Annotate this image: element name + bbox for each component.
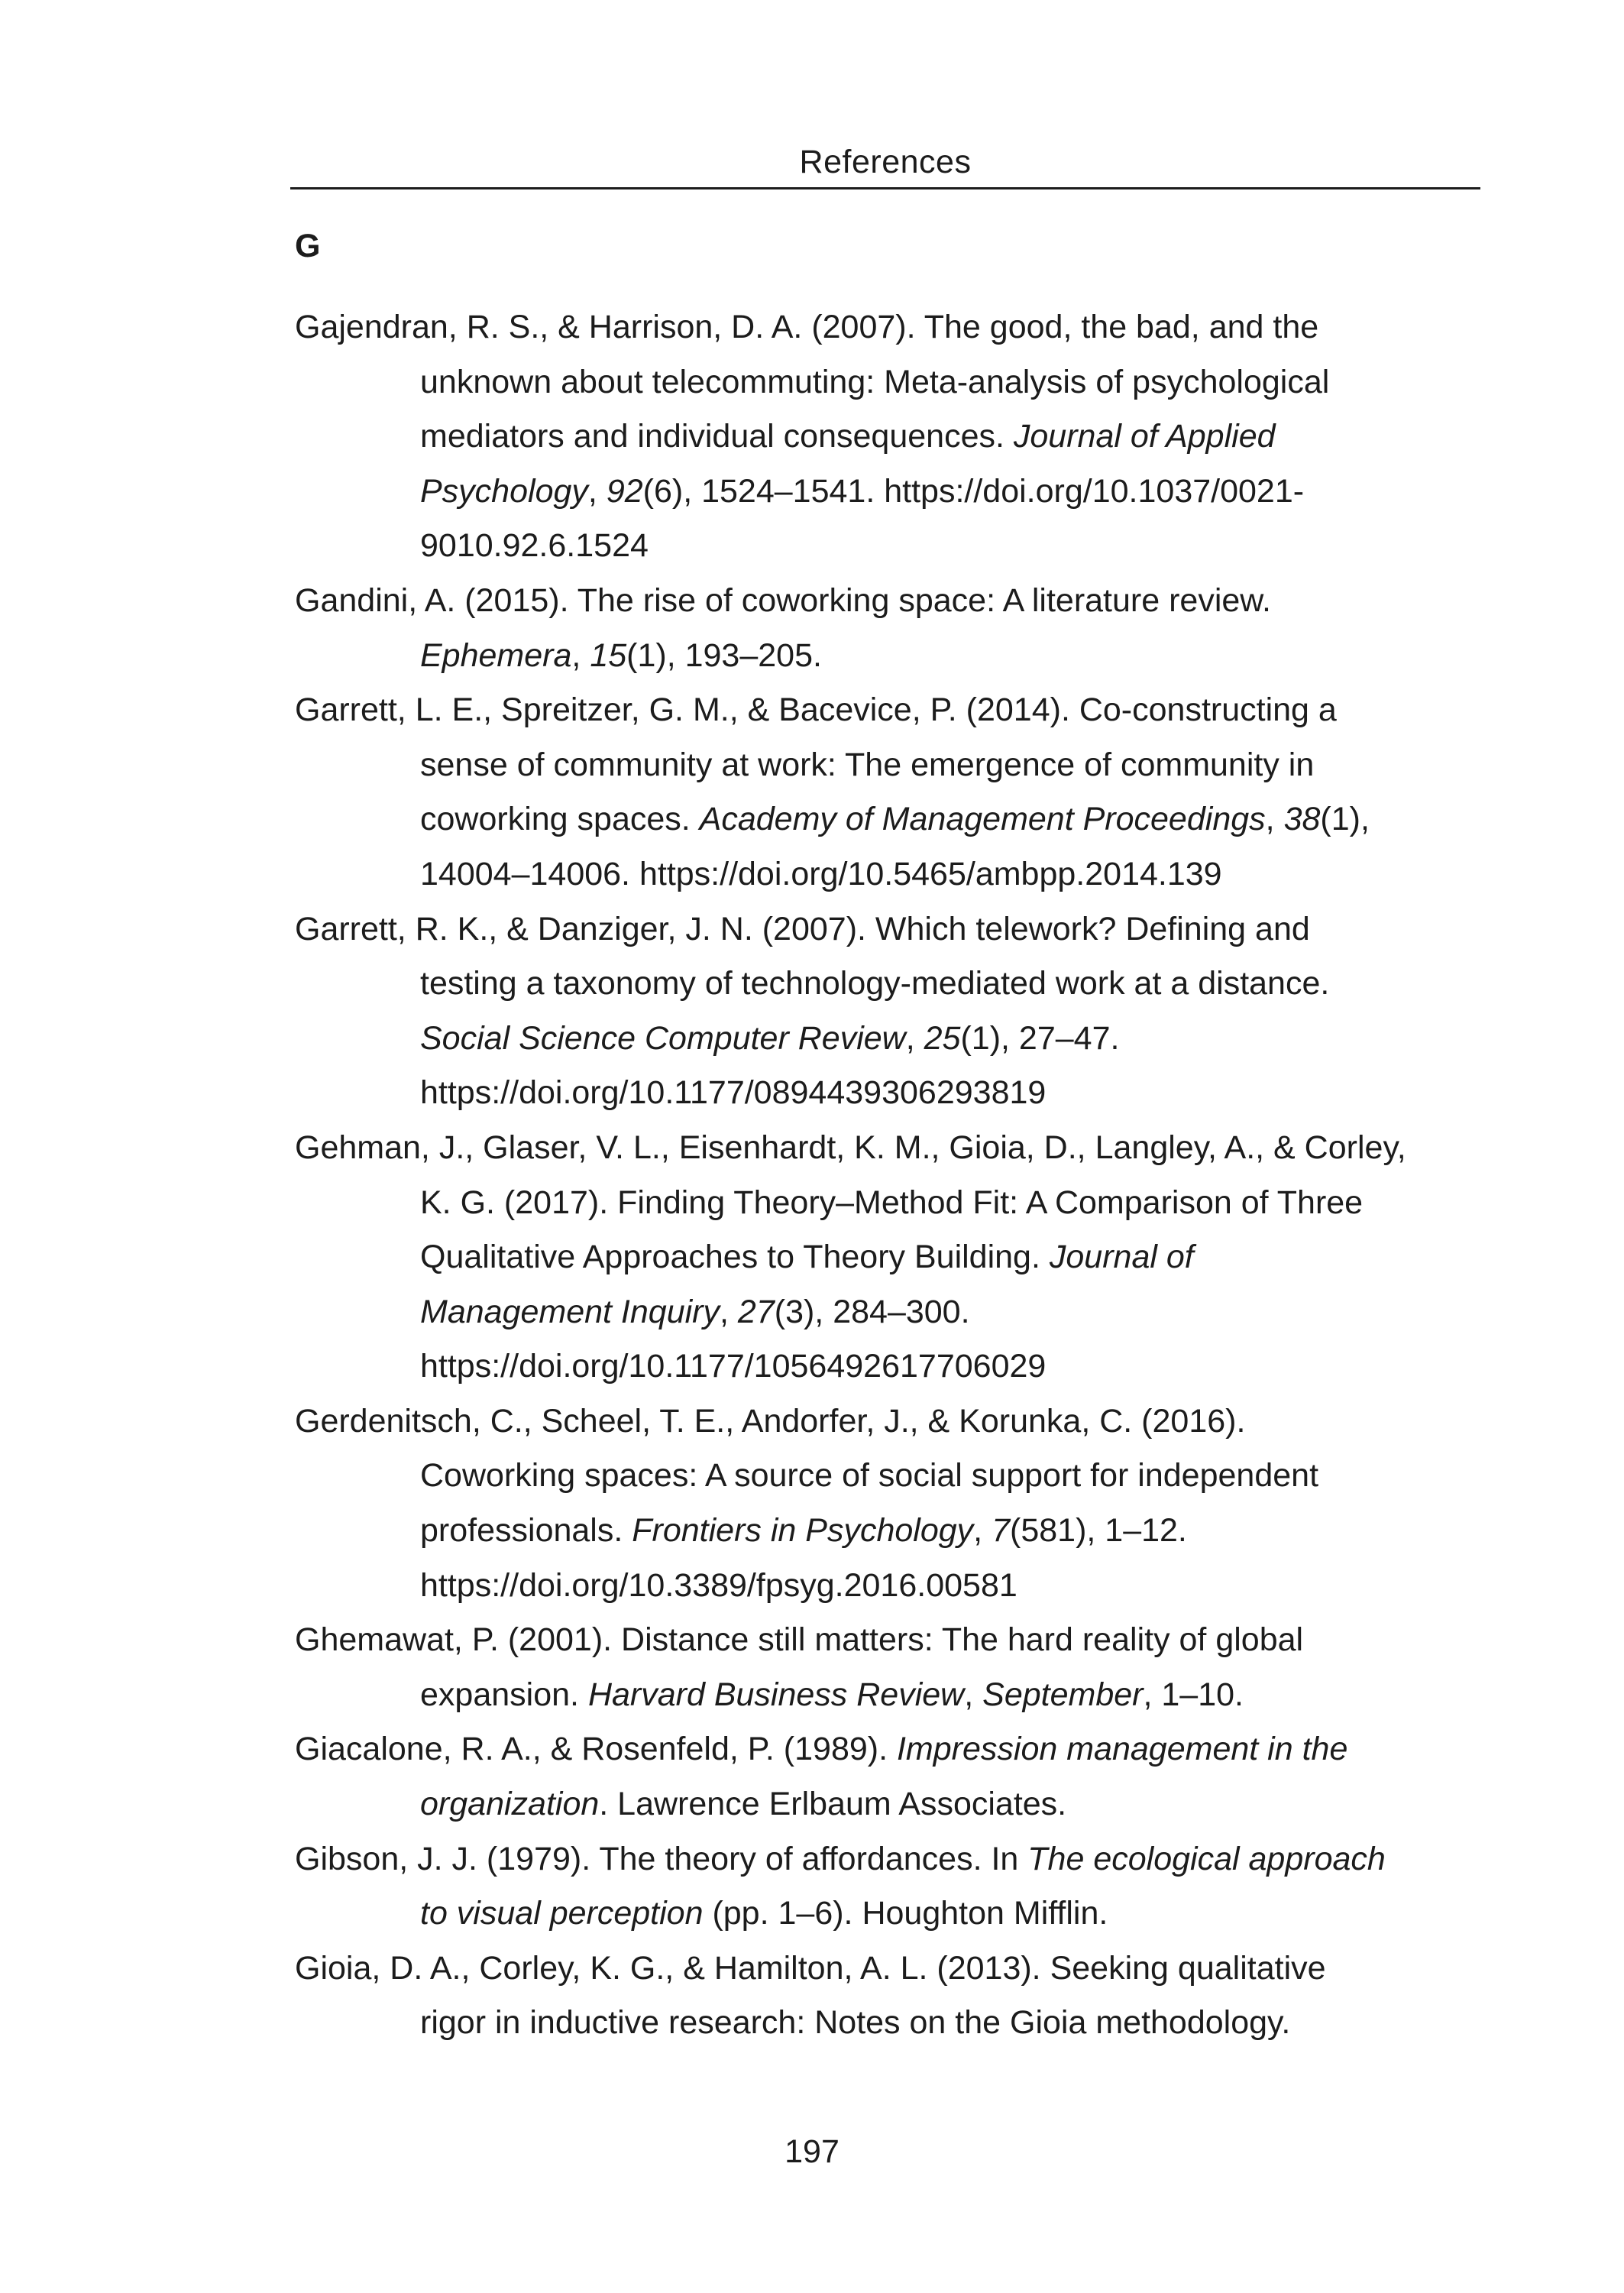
reference-line [420, 847, 1487, 902]
reference-entry [295, 1832, 1487, 1942]
reference-text: , [587, 472, 607, 510]
reference-line [295, 1394, 1487, 1449]
reference-italic-text: Frontiers in Psychology [632, 1512, 974, 1550]
reference-line [420, 465, 1487, 520]
reference-entry [295, 1121, 1487, 1394]
reference-text: 9010.92.6.1524 [420, 527, 649, 565]
reference-line [420, 629, 1487, 684]
reference-text: 14004–14006. https://doi.org/10.5465/ambpp.2014.139 [420, 855, 1222, 892]
reference-text: professionals. [420, 1512, 632, 1550]
reference-text: Gibson, J. J. (1979). The theory of affordances. In [295, 1840, 1028, 1877]
reference-italic-text: Ephemera [420, 636, 572, 674]
reference-text: , [720, 1293, 738, 1330]
reference-italic-text: Journal of Applied [1013, 418, 1276, 455]
reference-entry [295, 1722, 1487, 1831]
reference-line [420, 1066, 1487, 1121]
reference-text: unknown about telecommuting: Meta-analysis of psychological [420, 363, 1330, 400]
reference-text: testing a taxonomy of technology-mediated work at a distance. [420, 965, 1330, 1002]
reference-text: Gandini, A. (2015). The rise of coworking space: A literature review. [295, 581, 1271, 619]
reference-text: (6), 1524–1541. https://doi.org/10.1037/0021- [642, 472, 1305, 510]
reference-text: Gioia, D. A., Corley, K. G., & Hamilton, A. L. (2013). Seeking qualitative [295, 1949, 1326, 1987]
reference-line [420, 1176, 1487, 1231]
reference-line [420, 1285, 1487, 1340]
reference-text: , [964, 1676, 983, 1713]
reference-text: expansion. [420, 1676, 588, 1713]
reference-entry [295, 902, 1487, 1121]
reference-line [420, 410, 1487, 465]
reference-italic-text: Harvard Business Review [587, 1676, 965, 1713]
reference-entry [295, 1613, 1487, 1722]
reference-text: Giacalone, R. A., & Rosenfeld, P. (1989). [295, 1731, 897, 1768]
reference-entry [295, 683, 1487, 902]
reference-text: (pp. 1–6). Houghton Mifflin. [703, 1895, 1108, 1932]
reference-italic-text: 27 [737, 1293, 775, 1330]
reference-text: Coworking spaces: A source of social support for independent [420, 1457, 1319, 1495]
reference-line [420, 1996, 1487, 2051]
reference-text: https://doi.org/10.3389/fpsyg.2016.00581 [420, 1566, 1017, 1604]
header-rule [290, 187, 1480, 189]
reference-line [420, 1668, 1487, 1723]
reference-text: , [905, 1019, 924, 1057]
reference-text: (1), [1320, 801, 1370, 838]
reference-line [420, 519, 1487, 574]
reference-text: , [571, 636, 590, 674]
reference-line [295, 1722, 1487, 1777]
reference-text: , [973, 1512, 992, 1550]
reference-line [295, 1832, 1487, 1887]
reference-line [420, 1012, 1487, 1067]
reference-text: sense of community at work: The emergence of community in [420, 746, 1315, 783]
reference-text: (3), 284–300. [774, 1293, 970, 1330]
reference-italic-text: 92 [606, 472, 643, 510]
reference-italic-text: The ecological approach [1027, 1840, 1386, 1877]
reference-text: , 1–10. [1143, 1676, 1244, 1713]
page-number: 197 [785, 2133, 839, 2170]
reference-text: K. G. (2017). Finding Theory–Method Fit: A Comparison of Three [420, 1184, 1364, 1221]
reference-italic-text: Management Inquiry [420, 1293, 720, 1330]
reference-italic-text: 15 [590, 636, 627, 674]
reference-italic-text: Impression management in the [896, 1731, 1348, 1768]
reference-italic-text: to visual perception [420, 1895, 704, 1932]
reference-line [295, 1942, 1487, 1997]
section-letter: G [295, 228, 321, 264]
running-head: References [799, 144, 972, 180]
reference-italic-text: Psychology [420, 472, 588, 510]
reference-line [420, 1559, 1487, 1614]
reference-entry [295, 300, 1487, 574]
reference-line [420, 1887, 1487, 1942]
reference-text: Gajendran, R. S., & Harrison, D. A. (2007). The good, the bad, and the [295, 309, 1319, 345]
reference-italic-text: 7 [992, 1512, 1010, 1550]
reference-list [295, 300, 1487, 2051]
reference-entry [295, 1942, 1487, 2051]
reference-line [295, 1121, 1487, 1176]
reference-line [420, 1777, 1487, 1832]
reference-text: mediators and individual consequences. [420, 418, 1014, 455]
reference-line [295, 574, 1487, 629]
reference-line [420, 1449, 1487, 1504]
reference-text: Garrett, R. K., & Danziger, J. N. (2007). Which telework? Defining and [295, 910, 1310, 947]
reference-line [420, 355, 1487, 410]
reference-text: (1), 27–47. [960, 1019, 1120, 1057]
reference-text: (581), 1–12. [1010, 1512, 1187, 1550]
reference-italic-text: Social Science Computer Review [420, 1019, 906, 1057]
reference-text: , [1265, 801, 1284, 838]
reference-line [295, 1613, 1487, 1668]
reference-text: Gehman, J., Glaser, V. L., Eisenhardt, K. M., Gioia, D., Langley, A., & Corley, [295, 1129, 1406, 1166]
reference-italic-text: 25 [924, 1019, 961, 1057]
reference-italic-text: Academy of Management Proceedings [699, 801, 1266, 838]
reference-line [295, 902, 1487, 957]
reference-line [295, 300, 1487, 355]
reference-text: Garrett, L. E., Spreitzer, G. M., & Bacevice, P. (2014). Co-constructing a [295, 691, 1337, 729]
reference-italic-text: organization [420, 1786, 600, 1823]
reference-italic-text: 38 [1283, 801, 1321, 838]
reference-line [420, 792, 1487, 847]
reference-text: Gerdenitsch, C., Scheel, T. E., Andorfer, J., & Korunka, C. (2016). [295, 1402, 1246, 1440]
reference-line [420, 957, 1487, 1012]
reference-text: https://doi.org/10.1177/0894439306293819 [420, 1074, 1047, 1112]
reference-text: . Lawrence Erlbaum Associates. [599, 1786, 1067, 1823]
reference-line [420, 738, 1487, 793]
reference-line [420, 1504, 1487, 1559]
reference-italic-text: Journal of [1049, 1239, 1194, 1276]
reference-text: rigor in inductive research: Notes on the Gioia methodology. [420, 2004, 1291, 2042]
reference-entry [295, 1394, 1487, 1613]
reference-text: (1), 193–205. [626, 636, 822, 674]
reference-line [420, 1230, 1487, 1285]
reference-text: coworking spaces. [420, 801, 700, 838]
reference-italic-text: September [982, 1676, 1144, 1713]
reference-text: Ghemawat, P. (2001). Distance still matters: The hard reality of global [295, 1621, 1304, 1659]
reference-line [420, 1339, 1487, 1394]
reference-line [295, 683, 1487, 738]
reference-text: Qualitative Approaches to Theory Building. [420, 1239, 1050, 1276]
reference-text: https://doi.org/10.1177/1056492617706029 [420, 1348, 1047, 1385]
reference-entry [295, 574, 1487, 683]
